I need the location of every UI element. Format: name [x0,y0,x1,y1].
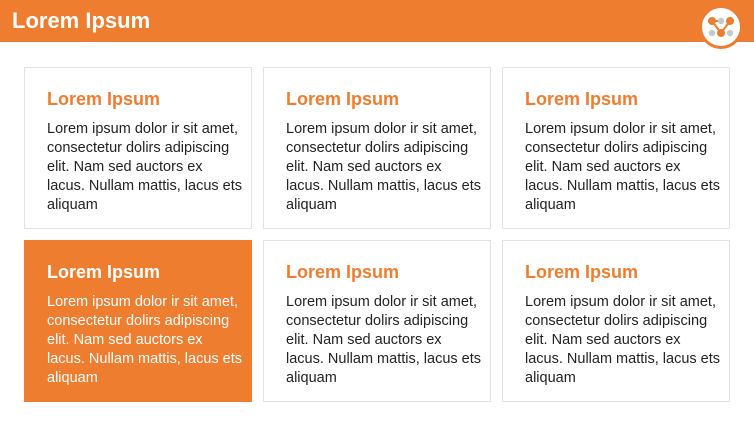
card-2 [263,67,491,229]
card-text: Lorem ipsum dolor ir sit amet, consectetur dolirs adipiscing elit. Nam sed auctors ex lacus. Nullam mattis, lacus ets aliquam [525,294,721,386]
card-3 [502,67,730,229]
card-text: Lorem ipsum dolor ir sit amet, consectetur dolirs adipiscing elit. Nam sed auctors ex lacus. Nullam mattis, lacus ets aliquam [286,294,482,386]
card-title: Lorem Ipsum [286,89,400,109]
card-text: Lorem ipsum dolor ir sit amet, consectetur dolirs adipiscing elit. Nam sed auctors ex lacus. Nullam mattis, lacus ets aliquam [47,294,243,386]
card-5 [263,240,491,402]
card-4-highlighted [24,240,252,402]
card-title: Lorem Ipsum [286,262,400,282]
network-nodes-icon [702,8,740,46]
card-title: Lorem Ipsum [47,262,161,282]
card-text: Lorem ipsum dolor ir sit amet, consectetur dolirs adipiscing elit. Nam sed auctors ex lacus. Nullam mattis, lacus ets aliquam [525,121,721,213]
logo [699,5,743,49]
card-title: Lorem Ipsum [525,89,639,109]
card-1 [24,67,252,229]
card-text: Lorem ipsum dolor ir sit amet, consectetur dolirs adipiscing elit. Nam sed auctors ex lacus. Nullam mattis, lacus ets aliquam [47,121,243,213]
page-title: Lorem Ipsum [12,8,151,33]
card-title: Lorem Ipsum [47,89,161,109]
header-bar [0,0,754,42]
card-title: Lorem Ipsum [525,262,639,282]
card-text: Lorem ipsum dolor ir sit amet, consectetur dolirs adipiscing elit. Nam sed auctors ex lacus. Nullam mattis, lacus ets aliquam [286,121,482,213]
card-6 [502,240,730,402]
